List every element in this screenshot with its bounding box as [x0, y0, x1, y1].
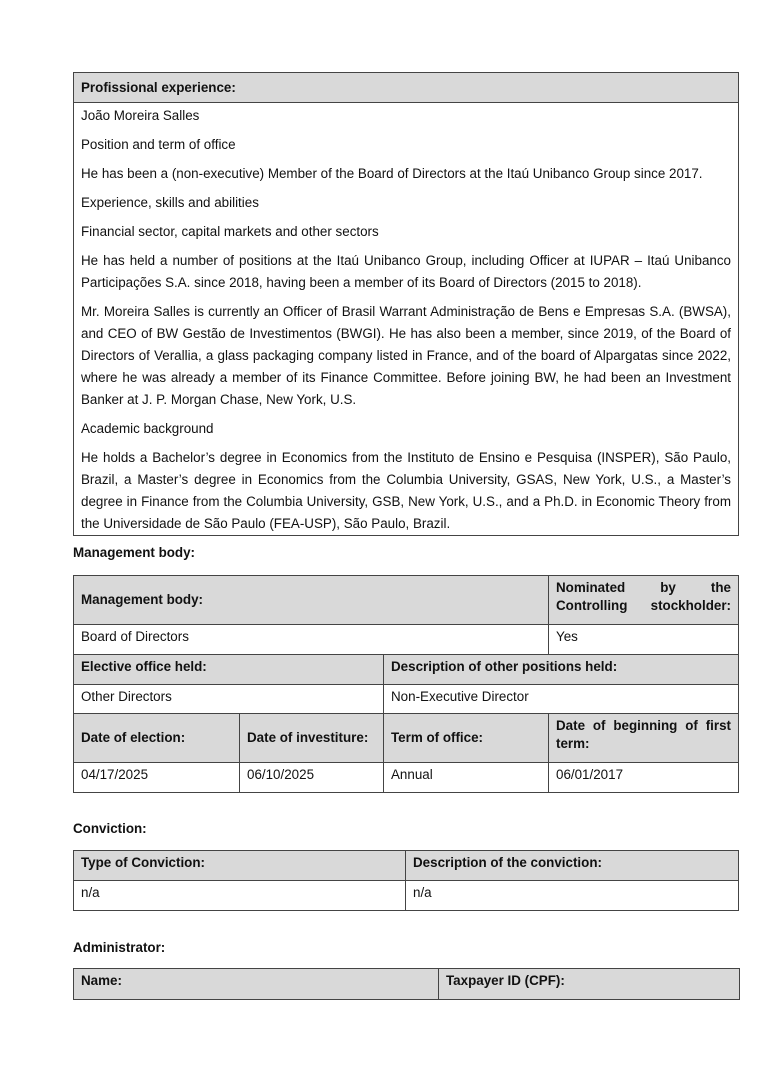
- subheading-academic: Academic background: [81, 421, 214, 436]
- professional-experience-table: [73, 72, 739, 536]
- conviction-type-value: n/a: [74, 881, 406, 911]
- management-body-table: [73, 575, 739, 793]
- other-positions-text: Mr. Moreira Salles is currently an Officer of Brasil Warrant Administração de Bens e Empresas S.A. (BWSA), and CEO of BW Gestão de Investimentos (BWGI). He has also been a member, since 2019, of the Board of Directors of Verallia, a glass packaging company listed in France, and of the board of Alpargatas since 2022, where he was already a member of its Finance Committee. Before joining BW, he had been an Investment Banker at J. P. Morgan Chase, New York, U.S.: [81, 304, 731, 407]
- first-term-value: 06/01/2017: [549, 763, 739, 793]
- first-term-header: Date of beginning of first term:: [549, 714, 739, 763]
- election-date-value: 04/17/2025: [74, 763, 240, 793]
- positions-itau-text: He has held a number of positions at the Itaú Unibanco Group, including Officer at IUPAR – Itaú Unibanco Participações S.A. since 2018, having been a member of its Board of Directors (2015 to 2018).: [81, 253, 731, 290]
- conviction-type-header: Type of Conviction:: [74, 851, 406, 881]
- nominated-header: Nominated by the Controlling stockholder:: [549, 576, 739, 625]
- conviction-section-label: Conviction:: [73, 821, 147, 836]
- conviction-table: [73, 850, 739, 911]
- administrator-cpf-header: Taxpayer ID (CPF):: [439, 969, 740, 1000]
- elective-office-value: Other Directors: [74, 685, 384, 714]
- administrator-name-header: Name:: [74, 969, 439, 1000]
- management-section-label: Management body:: [73, 545, 196, 560]
- experience-header: Profissional experience:: [74, 73, 739, 103]
- conviction-description-value: n/a: [406, 881, 739, 911]
- conviction-description-header: Description of the conviction:: [406, 851, 739, 881]
- management-body-header: Management body:: [74, 576, 549, 625]
- term-header: Term of office:: [384, 714, 549, 763]
- management-body-value: Board of Directors: [74, 625, 549, 655]
- academic-text: He holds a Bachelor’s degree in Economics from the Instituto de Ensino e Pesquisa (INSPER), São Paulo, Brazil, a Master’s degree in Economics from the Columbia University, GSAS, New York, U.S., a Master’s degree in Finance from the Columbia University, GSB, New York, U.S., and a Ph.D. in Economic Theory from the Universidade de São Paulo (FEA-USP), São Paulo, Brazil.: [81, 450, 731, 531]
- director-name: João Moreira Salles: [81, 108, 200, 123]
- subheading-experience: Experience, skills and abilities: [81, 195, 259, 210]
- nominated-value: Yes: [549, 625, 739, 655]
- investiture-date-value: 06/10/2025: [240, 763, 384, 793]
- administrator-section-label: Administrator:: [73, 940, 166, 955]
- other-positions-value: Non-Executive Director: [384, 685, 739, 714]
- position-text: He has been a (non-executive) Member of the Board of Directors at the Itaú Unibanco Group since 2017.: [81, 166, 703, 181]
- other-positions-header: Description of other positions held:: [384, 655, 739, 685]
- election-date-header: Date of election:: [74, 714, 240, 763]
- subheading-position: Position and term of office: [81, 137, 236, 152]
- experience-body: [74, 103, 739, 536]
- elective-office-header: Elective office held:: [74, 655, 384, 685]
- administrator-table: [73, 968, 740, 1000]
- investiture-date-header: Date of investiture:: [240, 714, 384, 763]
- sectors-text: Financial sector, capital markets and other sectors: [81, 224, 379, 239]
- term-value: Annual: [384, 763, 549, 793]
